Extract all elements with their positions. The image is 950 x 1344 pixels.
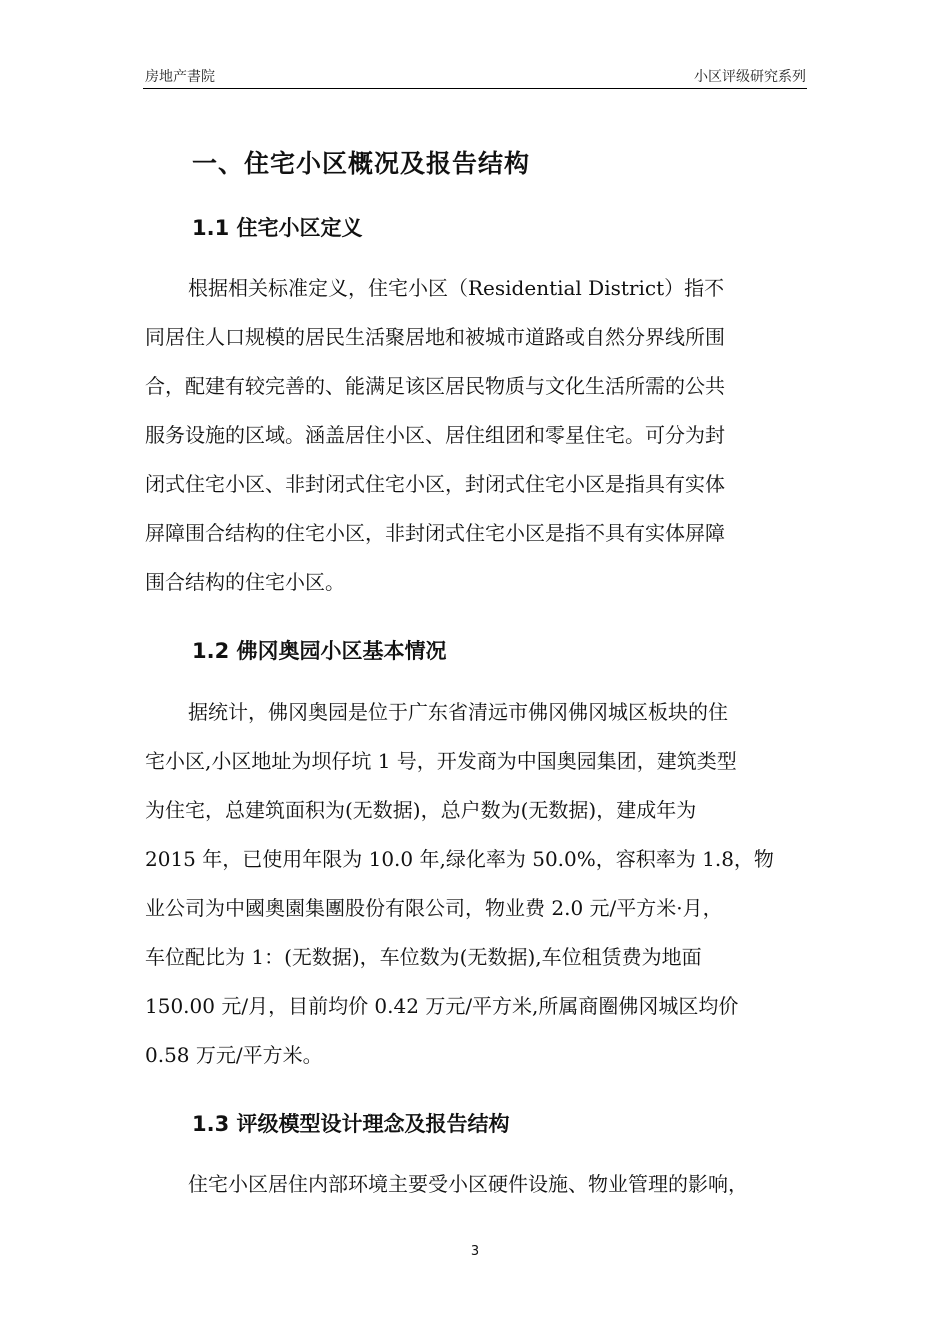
paragraph-line: 根据相关标准定义，住宅小区（Residential District）指不 bbox=[188, 276, 725, 300]
paragraph-line: 0.58 万元/平方米。 bbox=[145, 1043, 323, 1067]
paragraph-line: 业公司为中國奧園集團股份有限公司，物业费 2.0 元/平方米·月， bbox=[145, 896, 723, 920]
paragraph-line: 宅小区,小区地址为坝仔坑 1 号，开发商为中国奥园集团，建筑类型 bbox=[145, 749, 737, 773]
paragraph-1-3 bbox=[145, 1160, 809, 1209]
paragraph-line: 住宅小区居住内部环境主要受小区硬件设施、物业管理的影响， bbox=[188, 1172, 748, 1196]
paragraph-line: 围合结构的住宅小区。 bbox=[145, 570, 345, 594]
paragraph-1-2 bbox=[145, 688, 809, 1080]
header-right-title: 小区评级研究系列 bbox=[694, 69, 806, 85]
paragraph-line: 为住宅，总建筑面积为(无数据)，总户数为(无数据)，建成年为 bbox=[145, 798, 697, 822]
header-left-title: 房地产書院 bbox=[145, 69, 215, 85]
page-number: 3 bbox=[470, 1244, 480, 1259]
paragraph-line: 2015 年，已使用年限为 10.0 年,绿化率为 50.0%，容积率为 1.8，物 bbox=[145, 847, 774, 871]
paragraph-1-1 bbox=[145, 264, 809, 607]
paragraph-line: 服务设施的区域。涵盖居住小区、居住组团和零星住宅。可分为封 bbox=[145, 423, 725, 447]
paragraph-line: 150.00 元/月，目前均价 0.42 万元/平方米,所属商圈佛冈城区均价 bbox=[145, 994, 739, 1018]
paragraph-line: 屏障围合结构的住宅小区，非封闭式住宅小区是指不具有实体屏障 bbox=[145, 521, 725, 545]
paragraph-line: 同居住人口规模的居民生活聚居地和被城市道路或自然分界线所围 bbox=[145, 325, 725, 349]
header-divider bbox=[143, 88, 807, 89]
paragraph-line: 据统计，佛冈奥园是位于广东省清远市佛冈佛冈城区板块的住 bbox=[188, 700, 728, 724]
subsection-heading-1-3: 1.3 评级模型设计理念及报告结构 bbox=[192, 1112, 510, 1136]
subsection-heading-1-2: 1.2 佛冈奥园小区基本情况 bbox=[192, 639, 447, 663]
paragraph-line: 合，配建有较完善的、能满足该区居民物质与文化生活所需的公共 bbox=[145, 374, 725, 398]
paragraph-line: 闭式住宅小区、非封闭式住宅小区，封闭式住宅小区是指具有实体 bbox=[145, 472, 725, 496]
paragraph-line: 车位配比为 1：(无数据)，车位数为(无数据),车位租赁费为地面 bbox=[145, 945, 702, 969]
subsection-heading-1-1: 1.1 住宅小区定义 bbox=[192, 216, 363, 240]
section-title: 一、住宅小区概况及报告结构 bbox=[192, 149, 531, 178]
